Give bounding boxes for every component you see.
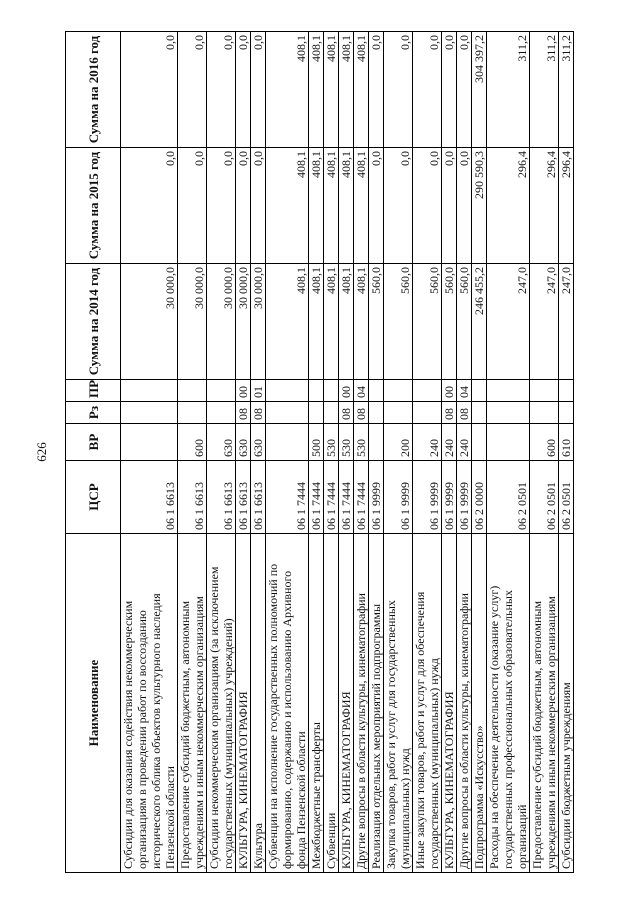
cell-rz: [324, 402, 339, 424]
cell-vr: 630: [207, 424, 236, 461]
cell-rz: [121, 402, 178, 424]
cell-sum-2015: 0,0: [121, 148, 178, 264]
cell-sum-2015: 296,4: [559, 148, 574, 264]
cell-rz: 08: [442, 402, 457, 424]
cell-csr: 06 1 9999: [457, 461, 472, 534]
table-row: [369, 32, 384, 873]
cell-pr: [413, 380, 442, 402]
cell-csr: 06 1 6613: [236, 461, 251, 534]
table-row: [472, 32, 487, 873]
cell-vr: 630: [251, 424, 266, 461]
cell-csr: 06 1 9999: [369, 461, 384, 534]
cell-vr: 200: [384, 424, 413, 461]
cell-sum-2014: 247,0: [530, 264, 559, 380]
cell-sum-2016: 311,2: [530, 32, 559, 148]
cell-sum-2014: 408,1: [266, 264, 309, 380]
table-row: [530, 32, 559, 873]
page-number: 626: [34, 442, 49, 462]
cell-sum-2014: 560,0: [384, 264, 413, 380]
cell-sum-2014: 560,0: [413, 264, 442, 380]
cell-name: Реализация отдельных мероприятий подпрограммы: [369, 534, 384, 873]
cell-csr: 06 2 0501: [530, 461, 559, 534]
cell-sum-2016: 311,2: [487, 32, 530, 148]
cell-pr: [121, 380, 178, 402]
cell-rz: [207, 402, 236, 424]
cell-pr: [472, 380, 487, 402]
cell-sum-2016: 0,0: [251, 32, 266, 148]
cell-sum-2016: 408,1: [354, 32, 369, 148]
table-row: [457, 32, 472, 873]
table-row: [354, 32, 369, 873]
cell-sum-2015: 408,1: [339, 148, 354, 264]
cell-sum-2015: 0,0: [413, 148, 442, 264]
cell-sum-2015: 296,4: [530, 148, 559, 264]
cell-rz: [309, 402, 324, 424]
cell-vr: [121, 424, 178, 461]
cell-rz: 08: [251, 402, 266, 424]
table-row: [413, 32, 442, 873]
cell-sum-2014: 560,0: [442, 264, 457, 380]
cell-sum-2014: 408,1: [324, 264, 339, 380]
table-row: [324, 32, 339, 873]
header-csr: ЦСР: [66, 461, 121, 534]
cell-csr: 06 1 7444: [339, 461, 354, 534]
cell-csr: 06 1 7444: [309, 461, 324, 534]
cell-csr: 06 1 7444: [324, 461, 339, 534]
rotated-table-container: [65, 32, 573, 873]
cell-vr: 630: [236, 424, 251, 461]
cell-sum-2014: 30 000,0: [207, 264, 236, 380]
cell-pr: 00: [339, 380, 354, 402]
table-row: [178, 32, 207, 873]
header-sum-2016: Сумма на 2016 год: [66, 32, 121, 148]
cell-vr: 600: [178, 424, 207, 461]
cell-pr: [384, 380, 413, 402]
cell-name: Субсидии некоммерческим организациям (за исключением государственных (муниципальных) учреждений): [207, 534, 236, 873]
cell-sum-2014: 247,0: [559, 264, 574, 380]
cell-name: Субсидии для оказания содействия некоммерческим организациям в проведении работ по воссозданию исторического облика объектов культурного наследия Пензенской области: [121, 534, 178, 873]
cell-sum-2015: 0,0: [442, 148, 457, 264]
cell-rz: [530, 402, 559, 424]
cell-sum-2014: 560,0: [457, 264, 472, 380]
cell-sum-2014: 30 000,0: [251, 264, 266, 380]
table-row: [236, 32, 251, 873]
cell-name: Субсидии бюджетным учреждениям: [559, 534, 574, 873]
cell-sum-2014: 408,1: [354, 264, 369, 380]
table-row: [339, 32, 354, 873]
cell-sum-2016: 0,0: [384, 32, 413, 148]
cell-name: КУЛЬТУРА, КИНЕМАТОГРАФИЯ: [442, 534, 457, 873]
cell-csr: 06 1 9999: [413, 461, 442, 534]
cell-name: Подпрограмма «Искусство»: [472, 534, 487, 873]
cell-sum-2015: 0,0: [236, 148, 251, 264]
cell-rz: 08: [457, 402, 472, 424]
header-rz: Рз: [66, 402, 121, 424]
cell-vr: [369, 424, 384, 461]
cell-name: Межбюджетные трансферты: [309, 534, 324, 873]
cell-name: Другие вопросы в области культуры, кинематографии: [354, 534, 369, 873]
cell-csr: 06 1 7444: [354, 461, 369, 534]
cell-vr: [487, 424, 530, 461]
header-sum-2014: Сумма на 2014 год: [66, 264, 121, 380]
cell-pr: [207, 380, 236, 402]
cell-sum-2014: 30 000,0: [178, 264, 207, 380]
cell-name: Расходы на обеспечение деятельности (оказание услуг) государственных профессиональных образовательных организаций: [487, 534, 530, 873]
cell-pr: [559, 380, 574, 402]
cell-sum-2015: 408,1: [354, 148, 369, 264]
budget-table: [65, 31, 574, 873]
cell-pr: 01: [251, 380, 266, 402]
cell-vr: 240: [457, 424, 472, 461]
cell-sum-2015: 408,1: [324, 148, 339, 264]
table-row: [559, 32, 574, 873]
cell-sum-2015: 0,0: [369, 148, 384, 264]
cell-vr: 530: [339, 424, 354, 461]
cell-sum-2016: 408,1: [324, 32, 339, 148]
cell-sum-2016: 408,1: [339, 32, 354, 148]
cell-sum-2014: 560,0: [369, 264, 384, 380]
cell-rz: [413, 402, 442, 424]
cell-sum-2015: 408,1: [309, 148, 324, 264]
cell-sum-2015: 0,0: [457, 148, 472, 264]
cell-csr: 06 2 0000: [472, 461, 487, 534]
cell-csr: 06 1 6613: [251, 461, 266, 534]
cell-csr: 06 1 9999: [384, 461, 413, 534]
cell-sum-2016: 0,0: [121, 32, 178, 148]
cell-rz: [369, 402, 384, 424]
cell-name: Субвенции: [324, 534, 339, 873]
cell-csr: 06 1 6613: [178, 461, 207, 534]
cell-sum-2015: 0,0: [251, 148, 266, 264]
cell-sum-2016: 304 397,2: [472, 32, 487, 148]
cell-pr: 04: [457, 380, 472, 402]
cell-sum-2015: 0,0: [178, 148, 207, 264]
cell-csr: 06 1 6613: [121, 461, 178, 534]
cell-sum-2015: 408,1: [266, 148, 309, 264]
cell-rz: [487, 402, 530, 424]
cell-name: КУЛЬТУРА, КИНЕМАТОГРАФИЯ: [236, 534, 251, 873]
cell-sum-2016: 0,0: [207, 32, 236, 148]
header-vr: ВР: [66, 424, 121, 461]
cell-pr: [324, 380, 339, 402]
cell-sum-2015: 296,4: [487, 148, 530, 264]
cell-sum-2016: 0,0: [178, 32, 207, 148]
cell-pr: 00: [236, 380, 251, 402]
cell-vr: 500: [309, 424, 324, 461]
cell-rz: [559, 402, 574, 424]
cell-name: Предоставление субсидий бюджетным, автономным учреждениям и иным некоммерческим организациям: [530, 534, 559, 873]
cell-sum-2016: 311,2: [559, 32, 574, 148]
cell-sum-2014: 30 000,0: [236, 264, 251, 380]
table-header-row: [66, 32, 121, 873]
cell-vr: 240: [413, 424, 442, 461]
table-row: [487, 32, 530, 873]
cell-sum-2014: 246 455,2: [472, 264, 487, 380]
cell-sum-2016: 408,1: [266, 32, 309, 148]
cell-name: Предоставление субсидий бюджетным, автономным учреждениям и иным некоммерческим организациям: [178, 534, 207, 873]
cell-sum-2016: 0,0: [236, 32, 251, 148]
cell-pr: [487, 380, 530, 402]
cell-sum-2015: 290 590,3: [472, 148, 487, 264]
cell-sum-2014: 408,1: [309, 264, 324, 380]
cell-pr: [178, 380, 207, 402]
cell-name: КУЛЬТУРА, КИНЕМАТОГРАФИЯ: [339, 534, 354, 873]
cell-name: Культура: [251, 534, 266, 873]
cell-rz: 08: [354, 402, 369, 424]
cell-vr: 530: [354, 424, 369, 461]
cell-pr: [530, 380, 559, 402]
cell-pr: [309, 380, 324, 402]
cell-name: Иные закупки товаров, работ и услуг для обеспечения государственных (муниципальных) нужд: [413, 534, 442, 873]
header-name: Наименование: [66, 534, 121, 873]
cell-name: Другие вопросы в области культуры, кинематографии: [457, 534, 472, 873]
cell-sum-2014: 408,1: [339, 264, 354, 380]
cell-csr: 06 2 0501: [487, 461, 530, 534]
cell-rz: [178, 402, 207, 424]
cell-pr: 04: [354, 380, 369, 402]
cell-vr: 530: [324, 424, 339, 461]
table-row: [121, 32, 178, 873]
cell-sum-2014: 247,0: [487, 264, 530, 380]
cell-vr: [266, 424, 309, 461]
cell-sum-2016: 0,0: [457, 32, 472, 148]
cell-sum-2014: 30 000,0: [121, 264, 178, 380]
header-pr: ПР: [66, 380, 121, 402]
cell-rz: [472, 402, 487, 424]
cell-pr: [266, 380, 309, 402]
cell-vr: [472, 424, 487, 461]
cell-rz: 08: [339, 402, 354, 424]
cell-pr: 00: [442, 380, 457, 402]
cell-sum-2015: 0,0: [384, 148, 413, 264]
cell-sum-2015: 0,0: [207, 148, 236, 264]
cell-csr: 06 1 6613: [207, 461, 236, 534]
cell-rz: [384, 402, 413, 424]
cell-vr: 610: [559, 424, 574, 461]
cell-sum-2016: 0,0: [369, 32, 384, 148]
cell-pr: [369, 380, 384, 402]
table-row: [309, 32, 324, 873]
cell-vr: 240: [442, 424, 457, 461]
table-row: [251, 32, 266, 873]
table-row: [384, 32, 413, 873]
table-row: [266, 32, 309, 873]
table-row: [442, 32, 457, 873]
table-row: [207, 32, 236, 873]
cell-csr: 06 1 9999: [442, 461, 457, 534]
header-sum-2015: Сумма на 2015 год: [66, 148, 121, 264]
cell-sum-2016: 408,1: [309, 32, 324, 148]
cell-name: Закупка товаров, работ и услуг для государственных (муниципальных) нужд: [384, 534, 413, 873]
cell-rz: [266, 402, 309, 424]
cell-csr: 06 1 7444: [266, 461, 309, 534]
cell-rz: 08: [236, 402, 251, 424]
cell-csr: 06 2 0501: [559, 461, 574, 534]
cell-sum-2016: 0,0: [413, 32, 442, 148]
cell-sum-2016: 0,0: [442, 32, 457, 148]
cell-name: Субвенции на исполнение государственных полномочий по формированию, содержанию и использованию Архивного фонда Пензенской области: [266, 534, 309, 873]
cell-vr: 600: [530, 424, 559, 461]
